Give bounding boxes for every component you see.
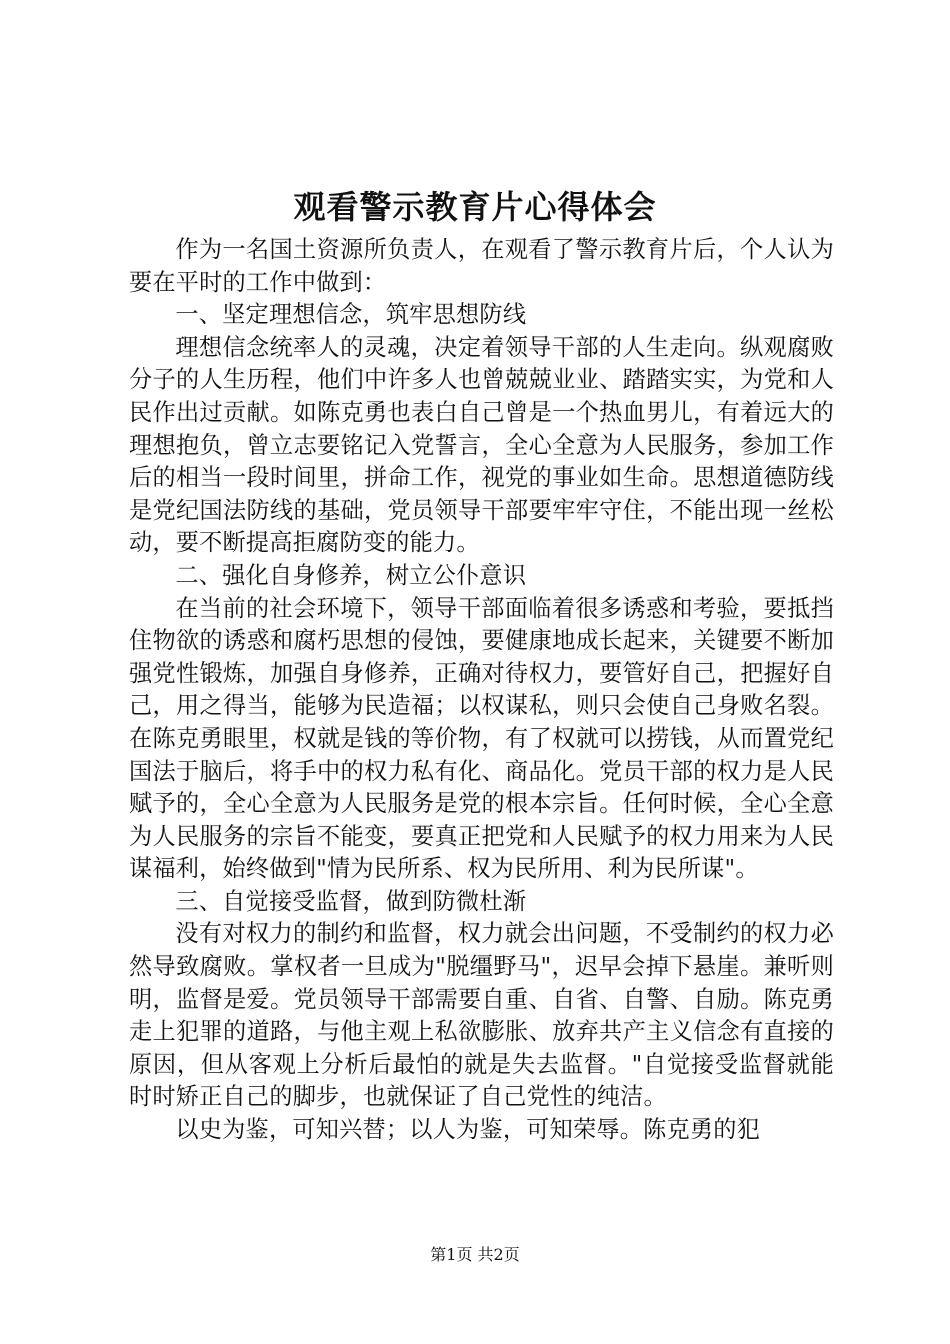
section-heading-1: 一、坚定理想信念，筑牢思想防线 (175, 301, 527, 329)
section-heading-2: 二、强化自身修养，树立公仆意识 (175, 561, 527, 589)
section-heading-3: 三、自觉接受监督，做到防微杜渐 (175, 887, 527, 915)
page-title: 观看警示教育片心得体会 (293, 188, 657, 226)
paragraph-section-1: 理想信念统率人的灵魂，决定着领导干部的人生走向。纵观腐败分子的人生历程，他们中许多人也曾兢兢业业、踏踏实实，为党和人民作出过贡献。如陈克勇也表白自己曾是一个热血男儿，有着远大的理想抱负，曾立志要铭记入党誓言，全心全意为人民服务，参加工作后的相当一段时间里，拼命工作，视党的事业如生命。思想道德防线是党纪国法防线的基础，党员领导干部要牢牢守住，不能出现一丝松动，要不断提高拒腐防变的能力。 (129, 333, 834, 557)
document-body (129, 234, 834, 1147)
paragraph-section-3: 没有对权力的制约和监督，权力就会出问题，不受制约的权力必然导致腐败。掌权者一旦成为"脱缰野马"，迟早会掉下悬崖。兼听则明，监督是爱。党员领导干部需要自重、自省、自警、自励。陈克勇走上犯罪的道路，与他主观上私欲膨胀、放弃共产主义信念有直接的原因，但从客观上分析后最怕的就是失去监督。"自觉接受监督就能时时矫正自己的脚步，也就保证了自己党性的纯洁。 (129, 920, 834, 1111)
paragraph-intro: 作为一名国土资源所负责人，在观看了警示教育片后，个人认为要在平时的工作中做到： (129, 236, 834, 296)
paragraph-section-2: 在当前的社会环境下，领导干部面临着很多诱惑和考验，要抵挡住物欲的诱惑和腐朽思想的侵蚀，要健康地成长起来，关键要不断加强党性锻炼，加强自身修养，正确对待权力，要管好自己，把握好自己，用之得当，能够为民造福；以权谋私，则只会使自己身败名裂。在陈克勇眼里，权就是钱的等价物，有了权就可以捞钱，从而置党纪国法于脑后，将手中的权力私有化、商品化。党员干部的权力是人民赋予的，全心全意为人民服务是党的根本宗旨。任何时候，全心全意为人民服务的宗旨不能变，要真正把党和人民赋予的权力用来为人民谋福利，始终做到"情为民所系、权为民所用、利为民所谋"。 (129, 594, 834, 883)
page-number-footer: 第1页 共2页 (430, 1245, 520, 1264)
paragraph-conclusion: 以史为鉴，可知兴替；以人为鉴，可知荣辱。陈克勇的犯 (175, 1116, 761, 1144)
